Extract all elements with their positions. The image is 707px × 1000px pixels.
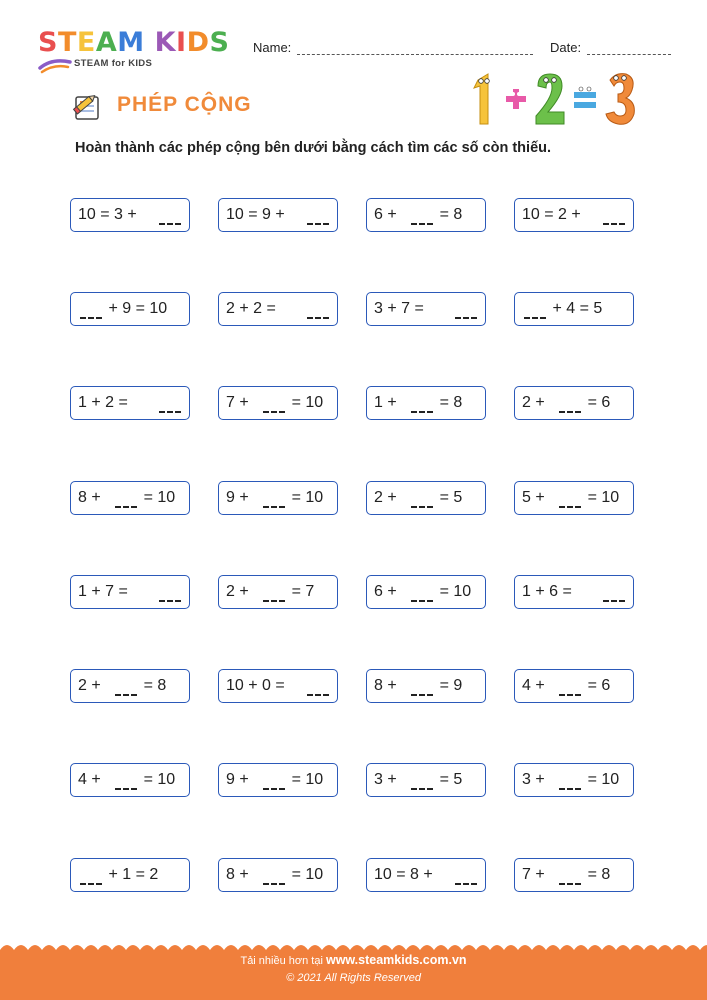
equation-text: 3 + [374,771,402,788]
equation-text: = 10 [287,771,324,788]
equation-text: = 8 [435,206,463,223]
answer-blank[interactable] [524,302,546,316]
answer-blank[interactable] [263,868,285,882]
exercise-box[interactable] [514,575,634,609]
answer-blank[interactable] [559,396,581,410]
logo-letter: D [186,27,210,58]
equation-text: 10 = 2 + [522,206,586,223]
answer-blank[interactable] [80,302,102,316]
equation-text: 10 + 0 = [226,677,290,694]
equation-text: 2 + [522,394,550,411]
exercise-box[interactable] [70,858,190,892]
exercise-box[interactable] [218,858,338,892]
logo-letter: K [154,27,177,58]
equation-text: 5 + [522,489,550,506]
answer-blank[interactable] [455,868,477,882]
answer-blank[interactable] [263,585,285,599]
answer-blank[interactable] [411,396,433,410]
answer-blank[interactable] [159,396,181,410]
logo-letter: M [117,27,145,58]
answer-blank[interactable] [80,868,102,882]
footer-site-link[interactable]: www.steamkids.com.vn [325,953,467,967]
answer-blank[interactable] [559,773,581,787]
footer-copyright: © 2021 All Rights Reserved [286,972,421,984]
instructions-text: Hoàn thành các phép cộng bên dưới bằng cách tìm các số còn thiếu. [75,140,552,156]
equation-text: 9 + [226,771,254,788]
equation-text: 10 = 8 + [374,866,438,883]
equation-text: = 10 [583,771,620,788]
logo-letter: I [176,27,187,58]
answer-blank[interactable] [559,491,581,505]
answer-blank[interactable] [263,491,285,505]
equation-text: + 1 = 2 [104,866,159,883]
answer-blank[interactable] [115,679,137,693]
exercise-box[interactable] [514,858,634,892]
equation-text: = 8 [139,677,167,694]
exercise-box[interactable] [218,198,338,232]
equation-text: = 6 [583,394,611,411]
answer-blank[interactable] [263,773,285,787]
equation-text: = 8 [435,394,463,411]
equation-text: 9 + [226,489,254,506]
equation-text: + 9 = 10 [104,300,168,317]
answer-blank[interactable] [115,773,137,787]
equation-text: 6 + [374,583,402,600]
number-mascots-icon [468,70,640,128]
answer-blank[interactable] [411,208,433,222]
steam-kids-logo [38,28,238,78]
exercise-box[interactable] [70,763,190,797]
equation-text: = 7 [287,583,315,600]
equation-text: 2 + 2 = [226,300,281,317]
answer-blank[interactable] [159,208,181,222]
exercise-box[interactable] [218,575,338,609]
exercise-box[interactable] [70,575,190,609]
equation-text: 8 + [374,677,402,694]
exercise-grid [70,198,638,894]
exercise-box[interactable] [70,198,190,232]
answer-blank[interactable] [559,868,581,882]
answer-blank[interactable] [411,773,433,787]
exercise-box[interactable] [70,386,190,420]
equation-text: 1 + 7 = [78,583,133,600]
exercise-box[interactable] [366,481,486,515]
equation-text: 7 + [522,866,550,883]
equation-text: = 8 [583,866,611,883]
logo-letter: S [38,27,58,58]
equation-text: 3 + [522,771,550,788]
equation-text: 4 + [78,771,106,788]
logo-tagline: STEAM for KIDS [74,58,153,69]
answer-blank[interactable] [159,585,181,599]
answer-blank[interactable] [307,302,329,316]
answer-blank[interactable] [559,679,581,693]
date-field[interactable] [550,40,671,55]
exercise-box[interactable] [366,669,486,703]
answer-blank[interactable] [307,208,329,222]
equation-text: 2 + [78,677,106,694]
equation-text: = 10 [139,771,176,788]
answer-blank[interactable] [307,679,329,693]
equation-text: = 9 [435,677,463,694]
equation-text: 4 + [522,677,550,694]
name-line[interactable] [297,42,533,55]
logo-letter: T [57,27,77,58]
equation-text: 1 + 6 = [522,583,577,600]
equation-text: 7 + [226,394,254,411]
equation-text: = 10 [287,394,324,411]
exercise-box[interactable] [218,292,338,326]
logo-swoosh-icon [38,54,72,74]
exercise-box[interactable] [366,763,486,797]
equation-text: 2 + [226,583,254,600]
equation-text: = 5 [435,771,463,788]
equation-text: 10 = 9 + [226,206,290,223]
equation-text: = 10 [287,866,324,883]
name-label: Name: [253,40,292,55]
logo-letter: S [209,27,230,58]
answer-blank[interactable] [603,208,625,222]
exercise-box[interactable] [366,292,486,326]
exercise-box[interactable] [514,481,634,515]
equation-text: 10 = 3 + [78,206,142,223]
exercise-box[interactable] [70,292,190,326]
equation-text: 1 + [374,394,402,411]
date-label: Date: [550,40,582,55]
answer-blank[interactable] [411,491,433,505]
equation-text: 6 + [374,206,402,223]
equation-text: = 6 [583,677,611,694]
equation-text: = 10 [139,489,176,506]
exercise-box[interactable] [218,763,338,797]
exercise-box[interactable] [218,481,338,515]
equation-text: 8 + [78,489,106,506]
equation-text: = 10 [583,489,620,506]
equation-text: + 4 = 5 [548,300,603,317]
exercise-box[interactable] [514,198,634,232]
equation-text: 3 + 7 = [374,300,429,317]
exercise-box[interactable] [514,386,634,420]
exercise-box[interactable] [514,763,634,797]
equation-text: 1 + 2 = [78,394,133,411]
equation-text: = 5 [435,489,463,506]
exercise-box[interactable] [366,858,486,892]
name-field[interactable] [253,40,533,55]
exercise-box[interactable] [70,669,190,703]
answer-blank[interactable] [411,679,433,693]
exercise-box[interactable] [366,575,486,609]
exercise-box[interactable] [70,481,190,515]
answer-blank[interactable] [263,396,285,410]
equation-text: 2 + [374,489,402,506]
date-line[interactable] [587,42,671,55]
exercise-box[interactable] [218,669,338,703]
equation-text: = 10 [435,583,472,600]
exercise-box[interactable] [514,669,634,703]
exercise-box[interactable] [366,198,486,232]
logo-letter: A [95,27,118,58]
answer-blank[interactable] [603,585,625,599]
answer-blank[interactable] [455,302,477,316]
footer-wave-background [0,940,707,1000]
pencil-paper-icon [70,88,104,122]
equation-text: = 10 [287,489,324,506]
logo-letter: E [76,27,96,58]
exercise-box[interactable] [366,386,486,420]
footer-download-text: Tải nhiều hơn tại www.steamkids.com.vn [240,953,467,967]
equation-text: 8 + [226,866,254,883]
exercise-box[interactable] [218,386,338,420]
section-title: PHÉP CỘNG [117,93,252,116]
footer [0,940,707,1000]
answer-blank[interactable] [411,585,433,599]
answer-blank[interactable] [115,491,137,505]
exercise-box[interactable] [514,292,634,326]
